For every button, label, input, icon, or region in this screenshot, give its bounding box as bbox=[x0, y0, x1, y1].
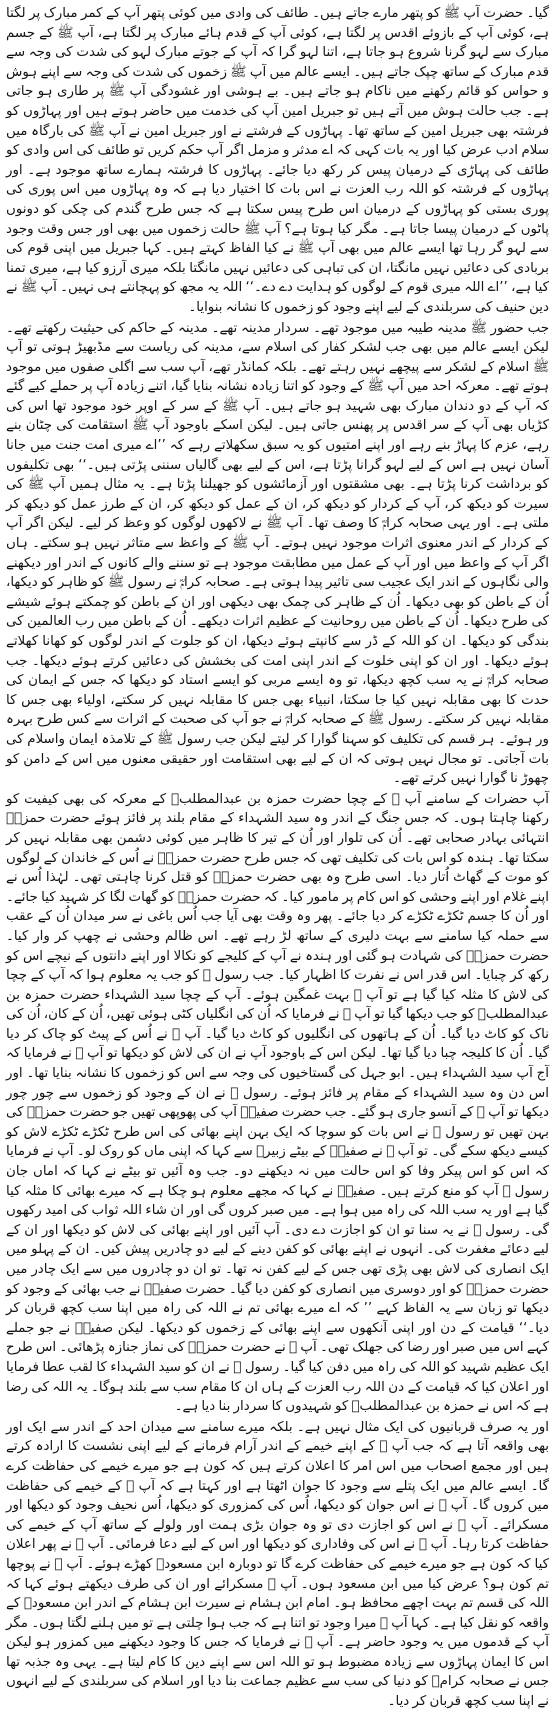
paragraph-hamza: آپ حضرات کے سامنے آپ ﷺ کے چچا حضرت حمزہ بن عبدالمطلبؓ کے معرکہ کی بھی کیفیت کو رکھنا چاہتا ہوں۔ کہ جس جنگ کے اندر وہ سید الشہداء کے مقام بلند پر فائز ہوئے حضرت حمزہؓ انتہائی بہادر صحابی تھے۔ اُن کی تلوار اور اُن کے تیر کا ظاہر میں کوئی دشمن بھی مقابلہ نہیں کر سکتا تھا۔ ہندہ کو اس بات کی تکلیف تھی کہ جس طرح حضرت حمزہؓ نے اُس کے خاندان کے لوگوں کو موت کے گھاٹ اُتار دیا۔ اسی طرح وہ بھی حضرت حمزہؓ کو قتل کرنا چاہتی تھی۔ لہٰذا اُس نے اپنے غلام اور اپنے وحشی کو اس کام پر مامور کیا۔ کہ حضرت حمزہؓ کو گھات لگا کر شہید کیا جائے۔ اور اُن کا جسم ٹکڑے ٹکڑے کر دیا جائے۔ پھر وہ وقت بھی آیا جب اُس باغی نے سر میدان اُن کے عقب سے حملہ کیا سامنے سے بہت دلیری کے ساتھ لڑ رہے تھے۔ اس ظالم وحشی نے چھپ کر وار کیا۔ حضرت حمزہؓ کی شہادت ہو گئی اور ہندہ نے آپ کے کلیجے کو نکالا اور اپنے دانتوں کے نیچے اس کو رکھ کر چبایا۔ اس قدر اس نے نفرت کا اظہار کیا۔ جب رسول ﷺ کو جب یہ معلوم ہوا کہ آپ کے چچا کی لاش کا مثلہ کیا گیا ہے تو آپ ﷺ بہت غمگین ہوئے۔ آپ کے چچا سید الشہداء حضرت حمزہ بن عبدالمطلبؓ کو جب دیکھا گیا تو آپ ﷺ نے فرمایا کہ اُن کی انگلیاں کٹی ہوئی تھیں، اُن کے کان، اُن کی ناک کو کاٹ دیا گیا۔ اُن کے ہاتھوں کی انگلیوں کو کاٹ دیا گیا۔ آپ ﷺ نے اُس کے پیٹ کو چاک کر دیا گیا۔ اُن کا کلیجہ چبا دیا گیا تھا۔ لیکن اس کے باوجود آپ نے ان کی لاش کو دیکھا تو آپ ﷺ نے فرمایا کہ آج آپ سید الشہداء ہیں۔ ابو جہل کی گستاخیوں کی وجہ سے اس کو زخموں کا نشانہ بنایا تھا۔ اور اس دن وہ سید الشہداء کے مقام پر فائز ہوئے۔ رسول ﷺ نے ان کے وجود کو زخموں سے چور چور دیکھا تو آپ ﷺ کے آنسو جاری ہو گئے۔ جب حضرت صفیہؓ آپ کی پھوپھی تھیں جو حضرت حمزہؓ کی بہن تھیں تو رسول ﷺ نے اس بات کو سوچا کہ ایک بہن اپنے بھائی کی اس طرح ٹکڑے ٹکڑے لاش کو کیسے دیکھ سکے گی۔ تو آپ ﷺ نے صفیہؓ کے بیٹے زبیرؓ سے کہا کہ اپنی ماں کو روک لو۔ آپ نے فرمایا کہ اس کو اس پیکر وفا کو اس حالت میں نہ دیکھنے دو۔ جب وہ آئیں تو بیٹے نے کہا کہ اماں جان رسول ﷺ آپ کو منع کرتے ہیں۔ صفیہؓ نے کہا کہ مجھے معلوم ہو چکا ہے کہ میرے بھائی کا مثلہ کیا گیا ہے اور یہ سب اللہ کی راہ میں ہوا ہے۔ میں صبر کروں گی اور ان شاء اللہ ثواب کی امید رکھوں گی۔ رسول ﷺ نے یہ سنا تو ان کو اجازت دے دی۔ آپ آئیں اور اپنے بھائی کی لاش کو دیکھا اور ان کے لیے دعائے مغفرت کی۔ انہوں نے اپنے بھائی کو کفن دینے کے لیے دو چادریں پیش کیں۔ ان کے پہلو میں ایک انصاری کی لاش بھی پڑی تھی جس کے لیے کفن نہ تھا۔ تو ان دو چادروں میں سے ایک چادر میں حضرت حمزہؓ کو اور دوسری میں انصاری کو کفن دیا گیا۔ حضرت صفیہؓ نے جب بھائی کے وجود کو دیکھا تو زبان سے یہ الفاظ کہے ’’ کہ اے میرے بھائی تم نے اللہ کی راہ میں اپنا سب کچھ قربان کر دیا۔‘‘ قیامت کے دن اور اپنی آنکھوں سے اپنے بھائی کے زخموں کو دیکھا۔ لیکن صفیہؓ نے جو جملے کہے اس میں صبر اور رضا کی جھلک تھی۔ آپ ﷺ نے حضرت حمزہؓ کی نماز جنازہ پڑھائی۔ اس طرح ایک عظیم شہید کو اللہ کی راہ میں دفن کیا گیا۔ رسول ﷺ نے ان کو سید الشہداء کا لقب عطا فرمایا اور اعلان کیا کہ قیامت کے دن اللہ رب العزت کے ہاں ان کا مقام سب سے بلند ہوگا۔ یہ اللہ کی رضا ہے کہ اس نے حمزہ بن عبدالمطلبؓ کو شہیدوں کا سردار بنا دیا ہے۔ bbox=[6, 791, 549, 1415]
paragraph-tent-guard: اور یہ صرف قربانیوں کی ایک مثال نہیں ہے۔ بلکہ میرے سامنے سے میدان احد کے اندر سے ایک اور بھی واقعہ آتا ہے کہ جب آپ ﷺ کے اپنے خیمے کے اندر آرام فرمانے کے لیے اپنی نشست کا ارادہ کرتے ہیں اور مجمع اصحاب میں اس امر کا اعلان کرتے ہیں کہ کون ہے جو میرے خیمے کی حفاظت کرے گا۔ ایسے عالم میں ایک پتلے سے وجود کا جوان اٹھتا ہے اور کہتا ہے کہ آپ ﷺ کے خیمے کی حفاظت میں کروں گا۔ آپ ﷺ نے اس جوان کو دیکھا، اُس کی کمزوری کو دیکھا، اُس نحیف وجود کو دیکھا اور مسکرائے۔ آپ ﷺ نے اس کو اجازت دی تو وہ جوان بڑی ہمت اور ولولے کے ساتھ آپ کے خیمے کی حفاظت کرتا رہا۔ آپ ﷺ نے اس کی وفاداری کو دیکھا اور اس کے لیے دعا فرمائی۔ آپ ﷺ نے پھر اعلان کیا کہ کون ہے جو میرے خیمے کی حفاظت کرے گا تو دوبارہ ابن مسعودؓ کھڑے ہوئے۔ آپ ﷺ نے پوچھا تم کون ہو؟ عرض کیا میں ابن مسعود ہوں۔ آپ ﷺ مسکرائے اور ان کی طرف دیکھتے ہوئے کہا کہ اللہ کی قسم تم بہت اچھے محافظ ہو۔ امام ابن ہشام نے سیرت ابن ہشام کے اندر ابن مسعودؓ کے واقعہ کو نقل کیا ہے۔ کہا آپ ﷺ میرا وجود تو اتنا ہے کہ جب ہوا چلتی ہے تو میں ہلنے لگتا ہوں۔ مگر آپ کے قدموں میں یہ وجود حاضر ہے۔ آپ ﷺ نے فرمایا کہ جس کا وجود دیکھنے میں کمزور ہو لیکن اس کا ایمان پہاڑوں سے زیادہ مضبوط ہو تو اللہ اس سے اپنے دین کا کام لیتا ہے۔ یہی وہ جذبہ تھا جس نے صحابہ کرامؓ کو دنیا کی سب سے عظیم جماعت بنا دیا اور اسلام کی سربلندی کے لیے انہوں نے اپنا سب کچھ قربان کر دیا۔ bbox=[6, 1419, 549, 1710]
paragraph-madina-uhud: جب حضور ﷺ مدینہ طیبہ میں موجود تھے۔ سردار مدینہ تھے۔ مدینہ کے حاکم کی حیثیت رکھتے تھے۔ لیکن ایسے عالم میں بھی جب لشکر کفار کی اسلام سے، مدینہ کی ریاست سے مڈبھیڑ ہوتی تو آپ ﷺ اسلام کے لشکر سے پیچھے نہیں رہتے تھے۔ بلکہ کمانڈر تھے، آپ سب سے اگلی صفوں میں موجود ہوتے تھے۔ معرکہ احد میں آپ ﷺ کے وجود کو اتنا زیادہ نشانہ بنایا گیا، اتنے زیادہ آپ پر حملے کیے گئے کہ آپ کے دو دندان مبارک بھی شہید ہو جاتے ہیں۔ آپ ﷺ کے سر کے اوپر خود موجود تھا اس کی کڑیاں بھی آپ کے سر اقدس پر پھنس جاتی ہیں۔ لیکن اسکے باوجود آپ ﷺ استقامت کی چٹان بنے رہے، عزم کا پہاڑ بنے رہے اور اپنے امتیوں کو یہ سبق سکھلاتے رہے کہ ’’اے میری امت جنت میں جانا آسان نہیں ہے اس کے لیے لہو گرانا پڑتا ہے، اس کے لیے بھی گالیاں سننی پڑتی ہیں۔‘‘ بھی تکلیفوں کو برداشت کرنا پڑتا ہے۔ بھی مشقتوں اور آزمائشوں کو جھیلنا پڑتا ہے۔ یہ مثال ہمیں آپ ﷺ کی سیرت کو دیکھ کر، آپ کے کردار کو دیکھ کر، ان کے عمل کو دیکھ کر، ان کے طرز عمل کو دیکھ کر ملتی ہے۔ اور یہی صحابہ کرامؓ کا وصف تھا۔ آپ ﷺ نے لاکھوں لوگوں کو وعظ کر لیے۔ لیکن اگر آپ کے کردار کے اندر معنوی اثرات موجود نہیں ہوتے۔ آپ ﷺ کے واعظ سے متاثر نہیں ہو سکتے۔ ہاں اگر آپ کے واعظ میں اور آپ کے عمل میں مطابقت موجود ہے تو سننے والے کانوں کے اندر اور دیکھنے والی نگاہوں کے اندر ایک عجیب سی تاثیر پیدا ہوتی ہے۔ صحابہ کرامؓ نے رسول ﷺ کو ظاہر کو دیکھا، اُن کے باطن کو بھی دیکھا۔ اُن کے ظاہر کی چمک بھی دیکھی اور ان کے باطن کو چمکتے ہوئے شیشے کی طرح دیکھا۔ اُن کے باطن میں روحانیت کے عظیم اثرات دیکھے۔ اُن کے باطن میں رب العالمین کی بندگی کو دیکھا۔ ان کو اللہ کے ڈر سے کانپتے ہوئے دیکھا، ان کو جلوت کے اندر لوگوں کو کھانا کھلاتے ہوئے دیکھا۔ اور ان کو اپنی خلوت کے اندر اپنی امت کی بخشش کی دعائیں کرتے ہوئے دیکھا۔ جب صحابہ کرامؓ نے یہ سب کچھ دیکھا، تو وہ ایسے مربی کو ایسے استاد کو دیکھا کہ جس کے ایمان کی حدت کا بھی مقابلہ نہیں کیا جا سکتا، انبیاء بھی جس کا مقابلہ نہیں کر سکتے، اولیاء بھی جس کا مقابلہ نہیں کر سکتے۔ رسول ﷺ کے صحابہ کرامؓ نے جو آپ کی صحبت کے اثرات سے کس طرح بہرہ ور ہوئے۔ ہر قسم کی تکلیف کو سہنا گوارا کر لیتے لیکن جب رسول ﷺ کے تلامذہ ایمان واسلام کی بات آجاتی۔ تو مجال نہیں ہوتی کہ ان کے لیے بھی استقامت اور حقیقی معنوں میں اس کے دامن کو چھوڑ نا گوارا نہیں کرتے تھے۔ bbox=[6, 320, 549, 787]
paragraph-taif: گیا۔ حضرت آپ ﷺ کو پتھر مارے جاتے ہیں۔ طائف کی وادی میں کوئی پتھر آپ کے کمر مبارک پر لگتا ہے، کوئی آپ کے بازوئے اقدس پر لگتا ہے، کوئی آپ کے قدم ہائے مبارک پر لگتا ہے، آپ ﷺ کے جسم مبارک سے لہو گرنا شروع ہو جاتا ہے، اتنا لہو گرا کہ آپ کے جوتے مبارک لہو کی شدت کی وجہ سے قدم مبارک کے ساتھ چپک جاتے ہیں۔ ایسے عالم میں آپ ﷺ زخموں کی شدت کی وجہ سے اپنے ہوش و حواس کو قائم رکھنے میں ناکام ہو جاتے ہیں۔ بے ہوشی اور غشودگی آپ ﷺ پر طاری ہو جاتی ہے۔ جب حالت ہوش میں آتے ہیں تو جبریل امین آپ کی خدمت میں حاضر ہوتے ہیں اور پہاڑوں کو فرشتہ بھی جبریل امین کے ساتھ تھا۔ پہاڑوں کے فرشتے نے اور جبریل امین نے آپ ﷺ کی بارگاہ میں سلام ادب عرض کیا اور یہ بات کہی کہ اے مدثر و مزمل اگر آپ حکم کریں تو طائف کی اس وادی کو طائف کی پہاڑی کے درمیان پیس کر رکھ دیا جائے۔ پہاڑوں کا فرشتہ ہمارے ساتھ موجود ہے۔ اور پہاڑوں کے فرشتہ کو اللہ رب العزت نے اس بات کا اختیار دیا ہے کہ وہ پہاڑوں میں اس پوری کی پوری بستی کو پہاڑوں کے درمیان اس طرح پیس سکتا ہے کہ جس طرح گندم کی چکی کو دونوں پاٹوں کے درمیان پیسا جاتا ہے۔ مگر کیا ہوتا ہے؟ آپ ﷺ حالت زخموں میں بھی اور جس وقت وجود سے لہو گر رہا تھا ایسے عالم میں بھی آپ ﷺ نے کیا الفاظ کہتے ہیں۔ کہا جبریل میں اپنی قوم کی بربادی کی دعائیں نہیں مانگتا، ان کی تباہی کی دعائیں نہیں مانگتا بلکہ میری آرزو کیا ہے، میری تمنا کیا ہے، ’’اے اللہ میری قوم کے لوگوں کو ہدایت دے دے۔‘‘ اللہ یہ مجھ کو پہچانتے ہی نہیں۔ آپ ﷺ نے دین حنیف کی سربلندی کے لیے اپنے وجود کو زخموں کا نشانہ بنوایا۔ bbox=[6, 6, 549, 315]
